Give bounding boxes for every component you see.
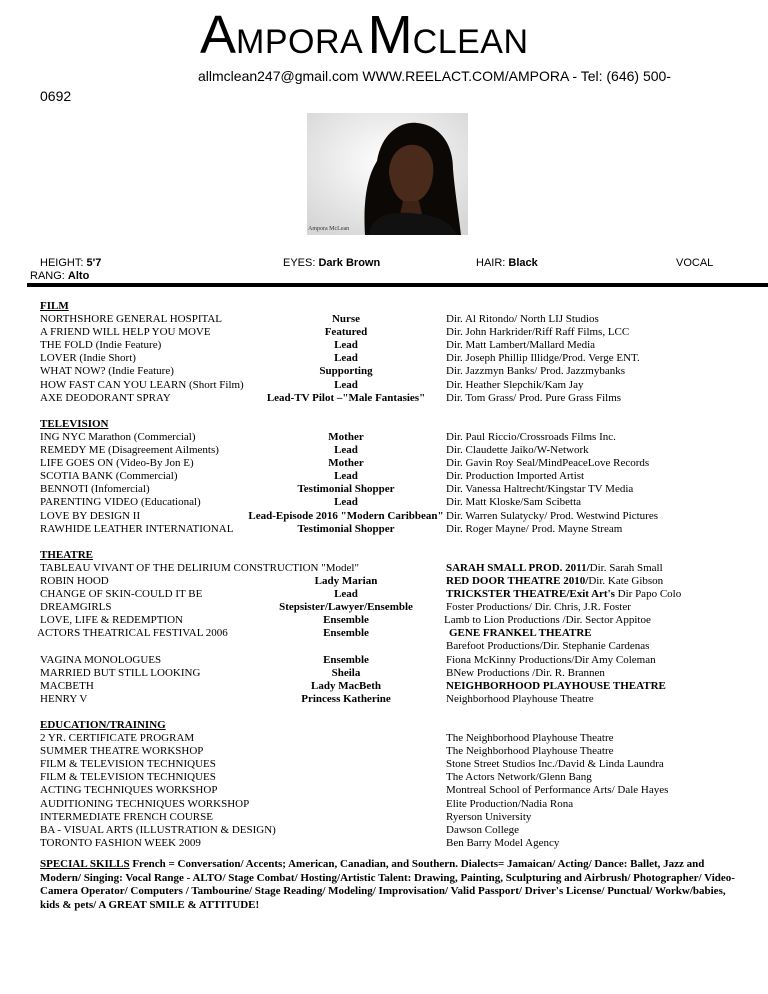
credit-row: VAGINA MONOLOGUES Ensemble Fiona McKinny Productions/Dir Amy Coleman [40, 653, 656, 666]
contact-info [40, 66, 740, 106]
name-first-initial: A [200, 5, 237, 65]
credit-row: RAWHIDE LEATHER INTERNATIONAL Testimonial Shopper Dir. Roger Mayne/ Prod. Mayne Stream [40, 522, 623, 535]
hair-stat: HAIR: Black [476, 257, 538, 269]
training-row: 2 YR. CERTIFICATE PROGRAM The Neighborhood Playhouse Theatre [40, 732, 614, 745]
height-stat: HEIGHT: 5'7 [40, 257, 102, 269]
credit-row: ROBIN HOOD Lady Marian RED DOOR THEATRE 2010/Dir. Kate Gibson [40, 574, 664, 587]
section-spacer [0, 706, 768, 719]
header-divider [27, 283, 768, 287]
training-row: FILM & TELEVISION TECHNIQUES The Actors Network/Glenn Bang [40, 771, 592, 784]
training-row: AUDITIONING TECHNIQUES WORKSHOP Elite Production/Nadia Rona [40, 797, 574, 810]
training-row: BA - VISUAL ARTS (ILLUSTRATION & DESIGN) Dawson College [40, 823, 520, 836]
headshot-photo [307, 113, 468, 235]
section-heading-education: EDUCATION/TRAINING [40, 719, 166, 731]
credit-row: TABLEAU VIVANT OF THE DELIRIUM CONSTRUCTION "Model" SARAH SMALL PROD. 2011/Dir. Sarah Small [40, 561, 663, 574]
credit-row: LOVER (Indie Short) Lead Dir. Joseph Phillip Illidge/Prod. Verge ENT. [40, 352, 640, 365]
training-row: ACTING TECHNIQUES WORKSHOP Montreal School of Performance Arts/ Dale Hayes [40, 784, 669, 797]
credit-row: AXE DEODORANT SPRAY Lead-TV Pilot –"Male Fantasies" Dir. Tom Grass/ Prod. Pure Grass Films [40, 391, 622, 404]
section-heading-theatre: THEATRE [40, 548, 93, 561]
training-row: SUMMER THEATRE WORKSHOP The Neighborhood Playhouse Theatre [40, 745, 614, 758]
contact-line-1: allmclean247@gmail.com WWW.REELACT.COM/AMPORA - Tel: (646) 500- [198, 68, 671, 84]
eyes-stat: EYES: Dark Brown [283, 257, 381, 269]
credit-row: LOVE BY DESIGN II Lead-Episode 2016 "Modern Caribbean" Dir. Warren Sulatycky/ Prod. Westwind Pictures [40, 509, 658, 522]
credits [0, 300, 768, 850]
credit-row: THE FOLD (Indie Feature) Lead Dir. Matt Lambert/Mallard Media [40, 339, 596, 352]
credit-row: DREAMGIRLS Stepsister/Lawyer/Ensemble Foster Productions/ Dir. Chris, J.R. Foster [40, 601, 631, 614]
section-spacer [0, 405, 768, 418]
training-row: INTERMEDIATE FRENCH COURSE Ryerson University [40, 810, 532, 823]
credit-row: CHANGE OF SKIN-COULD IT BE Lead TRICKSTER THEATRE/Exit Art's Dir Papo Colo [40, 588, 682, 601]
credit-row: HENRY V Princess Katherine Neighborhood Playhouse Theatre [40, 692, 594, 705]
name-first-rest: MPORA [236, 23, 364, 61]
actor-name [200, 4, 529, 66]
credit-row: SCOTIA BANK (Commercial) Lead Dir. Production Imported Artist [40, 470, 585, 483]
credit-row: ING NYC Marathon (Commercial) Mother Dir. Paul Riccio/Crossroads Films Inc. [40, 430, 616, 443]
contact-line-2: 0692 [40, 88, 72, 104]
credit-row: MACBETH Lady MacBeth NEIGHBORHOOD PLAYHOUSE THEATRE [40, 679, 666, 692]
section-spacer [0, 536, 768, 549]
credit-row: ACTORS THEATRICAL FESTIVAL 2006 Ensemble GENE FRANKEL THEATRE [37, 627, 592, 640]
credit-row: LIFE GOES ON (Video-By Jon E) Mother Dir. Gavin Roy Seal/MindPeaceLove Records [40, 457, 650, 470]
name-last-rest: CLEAN [412, 23, 529, 61]
special-skills [40, 858, 740, 912]
vocal-range-stat: RANG: Alto [30, 270, 90, 282]
section-heading-film: FILM [40, 300, 69, 312]
credit-row: BENNOTI (Infomercial) Testimonial Shopper Dir. Vanessa Haltrecht/Kingstar TV Media [40, 483, 634, 496]
credit-row: PARENTING VIDEO (Educational) Lead Dir. Matt Kloske/Sam Scibetta [40, 496, 582, 509]
name-last-initial: M [367, 5, 413, 65]
credit-row: Barefoot Productions/Dir. Stephanie Cardenas [446, 640, 650, 653]
credit-row: NORTHSHORE GENERAL HOSPITAL Nurse Dir. Al Ritondo/ North LIJ Studios [40, 313, 599, 326]
credit-row: LOVE, LIFE & REDEMPTION Ensemble Lamb to Lion Productions /Dir. Sector Appitoe [40, 614, 651, 627]
credit-row: MARRIED BUT STILL LOOKING Sheila BNew Productions /Dir. R. Brannen [40, 666, 605, 679]
vocal-label: VOCAL [676, 257, 714, 269]
section-heading-television: TELEVISION [40, 417, 109, 430]
special-skills-text: French = Conversation/ Accents; American, Canadian, and Southern. Dialects= Jamaican/ Acting/ Dance: Ballet, Jazz and Modern/ Singing: Vocal Range - ALTO/ Stage Combat/ Hosting/Artistic Talent: Drawing, Painting, Sculpturing and Airbrush/ Photographer/ Video-Camera Operator/ Computers / Tambourine/ Stage Reading/ Modeling/ Improvisation/ Valid Passport/ Driver's License/ Punctual/ Workw/babies, kids & pets/ A GREAT SMILE & ATTITUDE! [40, 858, 735, 911]
special-skills-label: SPECIAL SKILLS [40, 858, 130, 870]
training-row: FILM & TELEVISION TECHNIQUES Stone Street Studios Inc./David & Linda Laundra [40, 758, 664, 771]
photo-caption: Ampora McLean [308, 226, 350, 232]
training-row: TORONTO FASHION WEEK 2009 Ben Barry Model Agency [40, 836, 560, 849]
credit-row: REMEDY ME (Disagreement Ailments) Lead Dir. Claudette Jaiko/W-Network [40, 444, 589, 457]
credit-row: HOW FAST CAN YOU LEARN (Short Film) Lead Dir. Heather Slepchik/Kam Jay [40, 378, 584, 391]
credit-row: A FRIEND WILL HELP YOU MOVE Featured Dir. John Harkrider/Riff Raff Films, LCC [40, 326, 630, 339]
credit-row: WHAT NOW? (Indie Feature) Supporting Dir. Jazzmyn Banks/ Prod. Jazzmybanks [40, 365, 626, 378]
physical-stats [30, 257, 730, 283]
